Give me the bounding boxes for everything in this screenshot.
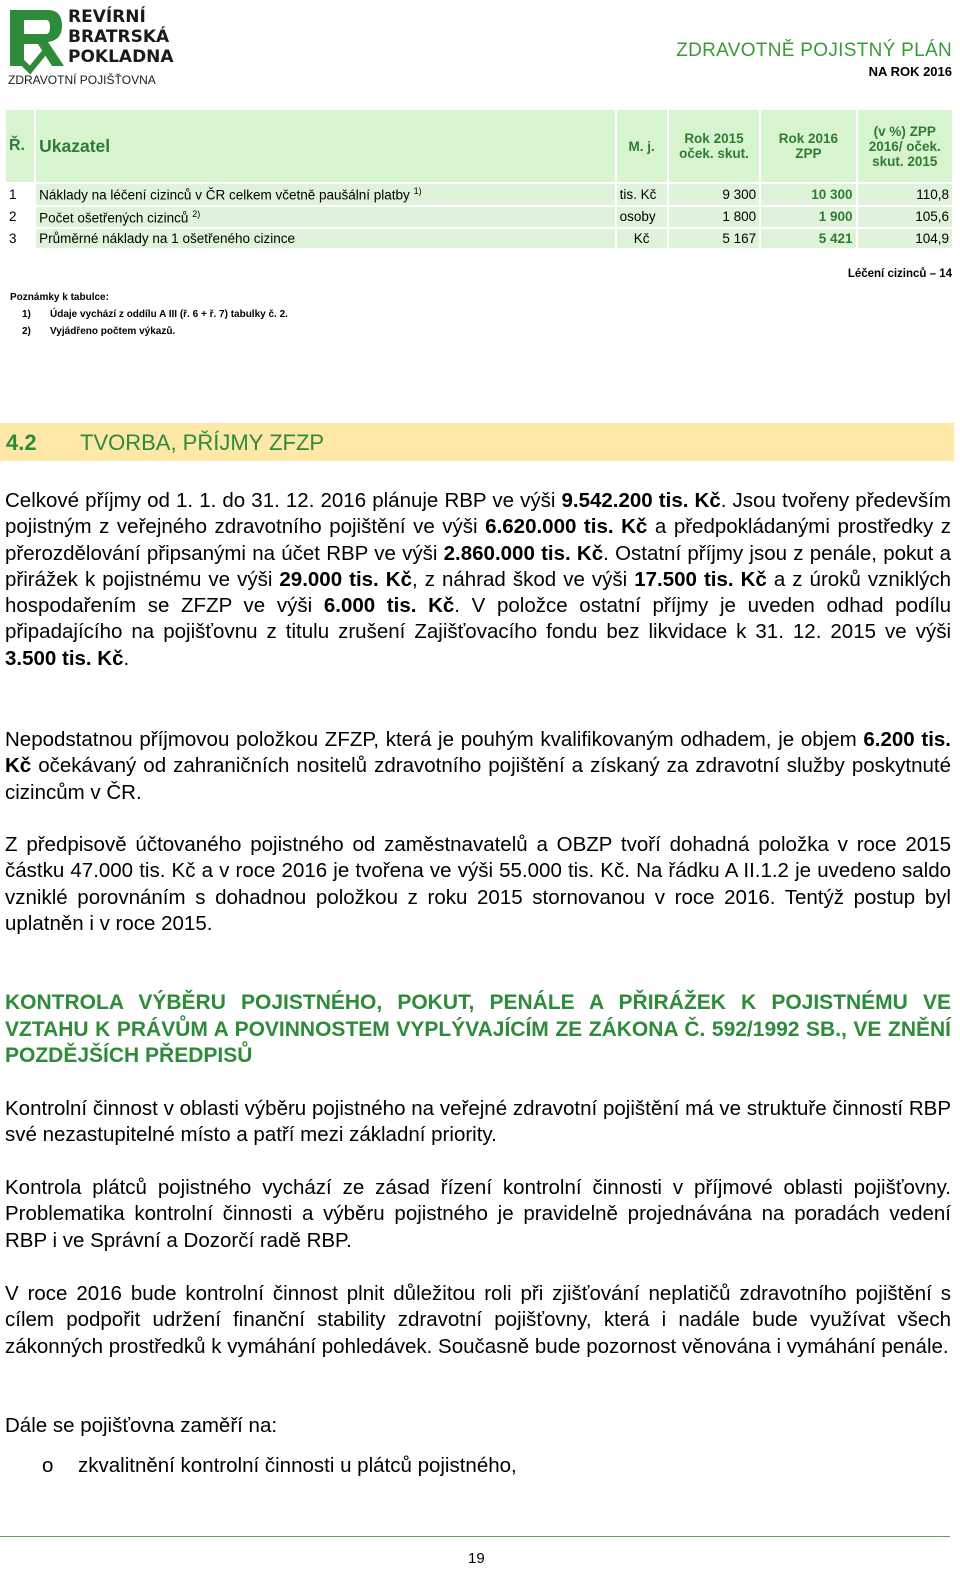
logo: [6, 4, 174, 90]
section-number: 4.2: [6, 430, 37, 455]
note-1: 1) Údaje vychází z oddílu A III (ř. 6 + ř. 7) tabulky č. 2.: [22, 309, 288, 320]
header-subtitle: NA ROK 2016: [868, 64, 952, 79]
paragraph-2016-control: V roce 2016 bude kontrolní činnost plnit důležitou roli při zjišťování neplatičů zdravotního pojištění s cílem podpořit udržení finanční stability zdravotní pojišťovny, která i nadále bude využívat všech zákonných prostředků k vymáhání pohledávek. Současně bude pozornost věnována i vymáhání penále.: [5, 1282, 951, 1358]
logo-line1: REVÍRNÍ: [68, 7, 146, 27]
page-number: 19: [468, 1550, 485, 1567]
row-value-2015: 1 800: [669, 207, 759, 228]
header-title: ZDRAVOTNĚ POJISTNÝ PLÁN: [676, 40, 952, 61]
foreigners-treatment-table: [4, 108, 954, 250]
paragraph-income-overview: Celkové příjmy od 1. 1. do 31. 12. 2016 plánuje RBP ve výši 9.542.200 tis. Kč. Jsou tvořeny především pojistným z veřejného zdravotního pojištění ve výši 6.620.000 tis. Kč a předpokládanými prostředky z přerozdělování připsanými na účet RBP ve výši 2.860.000 tis. Kč. Ostatní příjmy jsou z penále, pokut a přirážek k pojistnému ve výši 29.000 tis. Kč, z náhrad škod ve výši 17.500 tis. Kč a z úroků vzniklých hospodařením se ZFZP ve výši 6.000 tis. Kč. V položce ostatní příjmy je uveden odhad podílu připadajícího na pojišťovnu z titulu zrušení Zajišťovacího fondu bez likvidace k 31. 12. 2015 ve výši 3.500 tis. Kč.: [5, 489, 952, 670]
row-number: 1: [9, 186, 17, 202]
logo-line4: ZDRAVOTNÍ POJIŠŤOVNA: [8, 73, 156, 87]
col-header-indicator: Ukazatel: [36, 110, 614, 182]
footnote-ref: 2): [192, 208, 201, 219]
table-row: [6, 184, 952, 205]
table-notes: [10, 286, 288, 343]
paragraph-payer-control: Kontrola plátců pojistného vychází ze zásad řízení kontrolní činnosti v příjmové oblasti pojišťovny. Problematika kontrolní činnosti a výběru pojistného je pravidelně projednávána na poradách vedení RBP i ve Správní a Dozorčí radě RBP.: [5, 1176, 951, 1252]
row-value-2016: 10 300: [761, 184, 855, 205]
section-title: TVORBA, PŘÍJMY ZFZP: [80, 430, 325, 455]
row-unit: tis. Kč: [617, 184, 667, 205]
row-value-percent: 105,6: [858, 207, 952, 228]
row-value-2015: 5 167: [669, 229, 759, 248]
table-caption: Léčení cizinců – 14: [847, 268, 952, 280]
document-header: [676, 40, 952, 79]
col-header-percent: (v %) ZPP 2016/ oček. skut. 2015: [858, 110, 952, 182]
col-header-2016: Rok 2016 ZPP: [761, 110, 855, 182]
row-value-percent: 104,9: [858, 229, 952, 248]
row-value-2015: 9 300: [669, 184, 759, 205]
paragraph-foreign-income: Nepodstatnou příjmovou položkou ZFZP, která je pouhým kvalifikovaným odhadem, je objem 6.200 tis. Kč očekávaný od zahraničních nositelů zdravotního pojištění a získaný za zdravotní služby poskytnuté cizincům v ČR.: [5, 728, 951, 804]
bullet-text: zkvalitnění kontrolní činnosti u plátců pojistného,: [78, 1454, 517, 1477]
row-value-2016: 1 900: [761, 207, 855, 228]
row-label: Náklady na léčení cizinců v ČR celkem včetně paušální platby $^{1)}$: [36, 184, 614, 205]
logo-line3: POKLADNA: [68, 47, 174, 67]
bullet-mark: o: [42, 1454, 54, 1477]
note-2: 2) Vyjádřeno počtem výkazů.: [22, 326, 176, 337]
list-item: [42, 1454, 517, 1478]
row-number: 2: [9, 209, 17, 225]
table-row: [6, 207, 952, 228]
notes-title: Poznámky k tabulce:: [10, 292, 109, 303]
row-value-percent: 110,8: [858, 184, 952, 205]
footer-divider: [0, 1536, 950, 1537]
row-value-2016: 5 421: [761, 229, 855, 248]
table-row: [6, 229, 952, 248]
paragraph-estimated-item: Z předpisově účtovaného pojistného od zaměstnavatelů a OBZP tvoří dohadná položka v roce 2015 částku 47.000 tis. Kč a v roce 2016 je tvořena ve výši 55.000 tis. Kč. Na řádku A II.1.2 je uvedeno saldo vzniklé porovnáním s dohadnou položkou z roku 2015 stornovanou v roce 2016. Tentýž postup byl uplatněn i v roce 2015.: [5, 833, 951, 935]
table-header-row: [6, 110, 952, 182]
row-number: 3: [9, 231, 17, 246]
paragraph-control-activity: Kontrolní činnost v oblasti výběru pojistného na veřejné zdravotní pojištění má ve struktuře činností RBP své nezastupitelné místo a patří mezi základní priority.: [5, 1097, 951, 1147]
col-header-2015: Rok 2015 oček. skut.: [669, 110, 759, 182]
col-header-row-number: Ř.: [6, 110, 34, 182]
logo-line2: BRATRSKÁ: [68, 27, 170, 47]
rbp-logo-icon: [6, 4, 174, 90]
paragraph-focus-intro: Dále se pojišťovna zaměří na:: [5, 1414, 278, 1437]
row-unit: osoby: [617, 207, 667, 228]
row-label: Průměrné náklady na 1 ošetřeného cizince: [36, 229, 614, 248]
subsection-heading: KONTROLA VÝBĚRU POJISTNÉHO, POKUT, PENÁLE A PŘIRÁŽEK K POJISTNÉMU VE VZTAHU K PRÁVŮM A POVINNOSTEM VYPLÝVAJÍCÍM ZE ZÁKONA Č. 592/1992 SB., VE ZNĚNÍ POZDĚJŠÍCH PŘEDPISŮ: [5, 991, 951, 1067]
row-label: Počet ošetřených cizinců $^{2)}$: [36, 207, 614, 228]
row-unit: Kč: [617, 229, 667, 248]
col-header-unit: M. j.: [617, 110, 667, 182]
footnote-ref: 1): [413, 186, 422, 196]
